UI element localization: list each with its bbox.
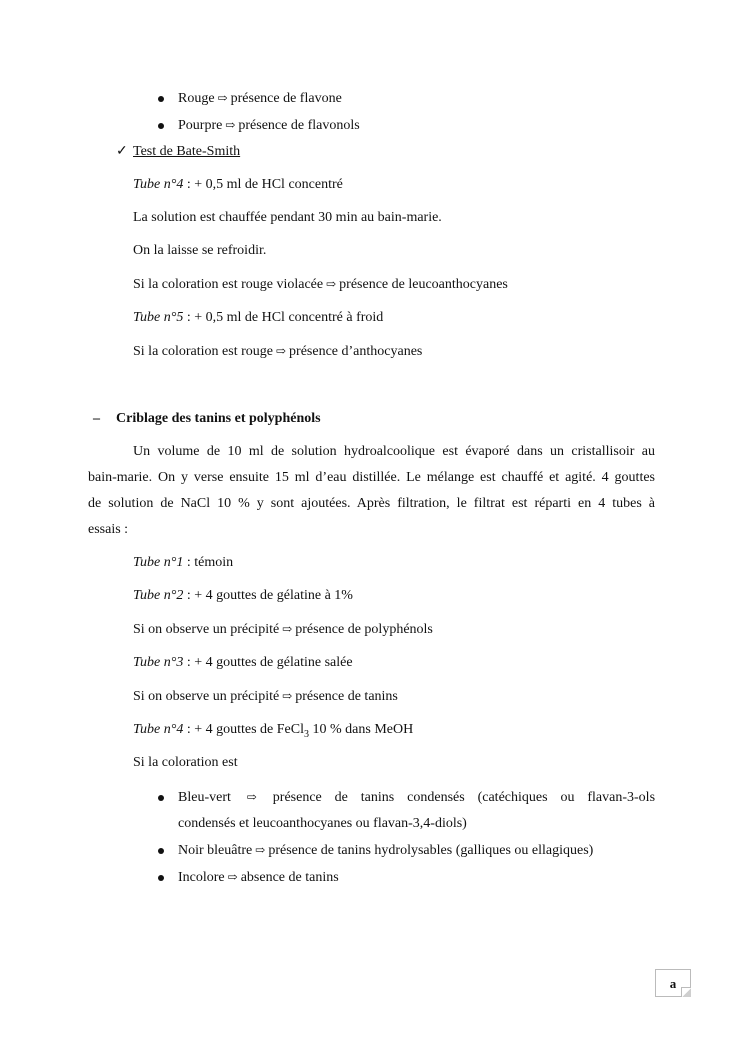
bullet-bleu-vert-cont: condensés et leucoanthocyanes ou flavan-3,4-diols) (178, 816, 467, 831)
paragraph-line: Un volume de 10 ml de solution hydroalcoolique est évaporé dans un cristallisoir au (133, 444, 655, 459)
checkmark-icon: ✓ (116, 144, 128, 159)
bate-smith-result2: Si la coloration est rouge ⇨ présence d’anthocyanes (133, 344, 423, 359)
arrow-right-icon: ⇨ (227, 870, 238, 884)
bullet-dot (158, 795, 164, 801)
arrow-right-icon: ⇨ (217, 91, 228, 105)
bullet-noir-bleuatre: Noir bleuâtre ⇨ présence de tanins hydrolysables (galliques ou ellagiques) (178, 843, 594, 858)
tanins-result-polyphenols: Si on observe un précipité ⇨ présence de polyphénols (133, 622, 433, 637)
arrow-right-icon: ⇨ (225, 118, 236, 132)
bullet-dot (158, 848, 164, 854)
bate-smith-title: Test de Bate-Smith (133, 144, 241, 159)
page-number: a (655, 969, 691, 997)
paragraph-line: essais : (88, 522, 129, 537)
bullet-rouge: Rouge ⇨ présence de flavone (178, 91, 342, 106)
paragraph-line: bain-marie. On y verse ensuite 15 ml d’eau distillée. Le mélange est chauffé et agité. 4 gouttes (88, 470, 655, 485)
bate-smith-heat: La solution est chauffée pendant 30 min au bain-marie. (133, 210, 442, 225)
bullet-dot (158, 875, 164, 881)
tanins-tube2: Tube n°2 : + 4 gouttes de gélatine à 1% (133, 588, 353, 603)
tanins-tube4: Tube n°4 : + 4 gouttes de FeCl$_3$ 10 % dans MeOH (133, 722, 414, 740)
bate-smith-result1: Si la coloration est rouge violacée ⇨ présence de leucoanthocyanes (133, 277, 508, 292)
bate-smith-tube5: Tube n°5 : + 0,5 ml de HCl concentré à froid (133, 310, 384, 325)
bullet-dot (158, 96, 164, 102)
tanins-coloration: Si la coloration est (133, 755, 238, 770)
arrow-right-icon: ⇨ (246, 790, 257, 804)
tanins-tube1: Tube n°1 : témoin (133, 555, 234, 570)
bate-smith-cool: On la laisse se refroidir. (133, 243, 267, 258)
paragraph-line: de solution de NaCl 10 % y sont ajoutées. Après filtration, le filtrat est réparti en 4 tubes à (88, 496, 655, 511)
arrow-right-icon: ⇨ (255, 843, 266, 857)
bullet-dot (158, 123, 164, 129)
page-fold-icon (681, 987, 691, 997)
section-dash: – (93, 411, 100, 426)
bullet-bleu-vert: Bleu-vert ⇨ présence de tanins condensés (catéchiques ou flavan-3-ols (178, 790, 656, 805)
arrow-right-icon: ⇨ (282, 689, 293, 703)
arrow-right-icon: ⇨ (282, 622, 293, 636)
bullet-incolore: Incolore ⇨ absence de tanins (178, 870, 339, 885)
bate-smith-tube4: Tube n°4 : + 0,5 ml de HCl concentré (133, 177, 343, 192)
bullet-pourpre: Pourpre ⇨ présence de flavonols (178, 118, 360, 133)
section-title-tanins: Criblage des tanins et polyphénols (116, 411, 321, 426)
arrow-right-icon: ⇨ (275, 344, 287, 358)
tanins-tube3: Tube n°3 : + 4 gouttes de gélatine salée (133, 655, 353, 670)
tanins-result-tanins: Si on observe un précipité ⇨ présence de tanins (133, 689, 398, 704)
arrow-right-icon: ⇨ (326, 277, 337, 291)
